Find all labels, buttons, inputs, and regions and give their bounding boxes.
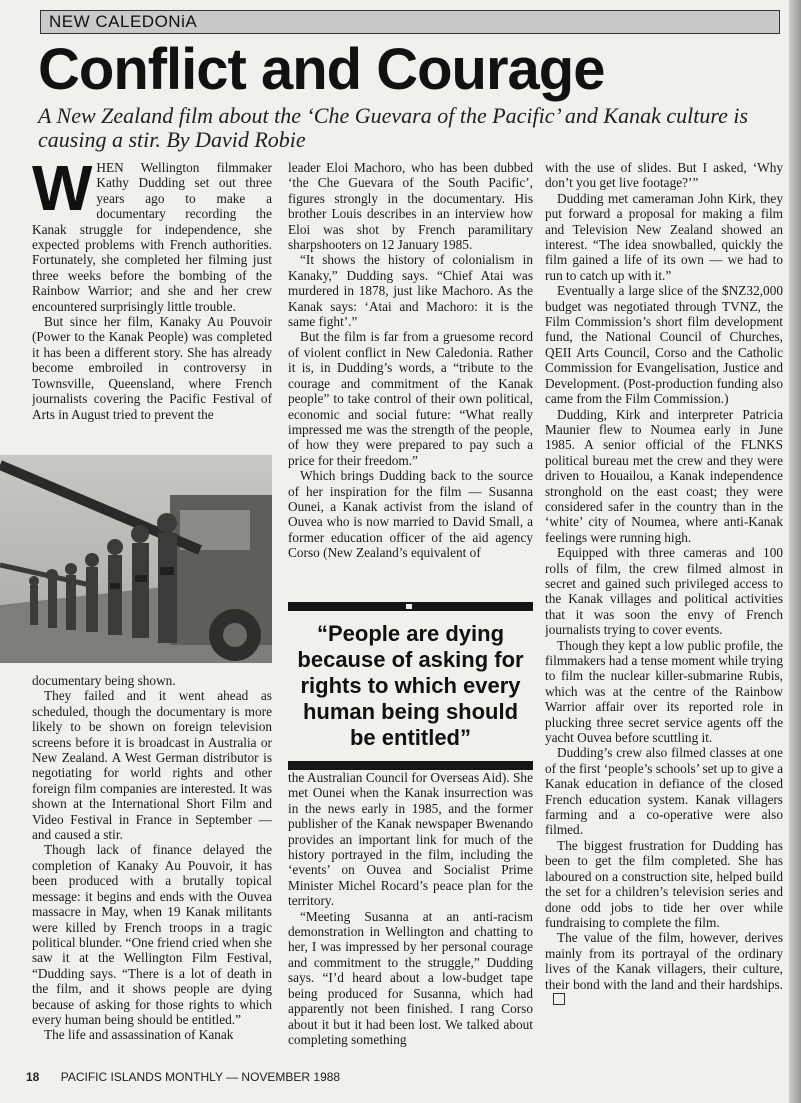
paragraph: documentary being shown. — [32, 673, 176, 688]
paragraph: The value of the film, however, derives mainly from its portrayal of the ordinary lives of the Kanak villagers, their culture, their bond with the land and their hardships. — [545, 930, 783, 1007]
paragraph: WHEN Wellington filmmaker Kathy Dudding set out three years ago to make a documentary recording the Kanak struggle for independence, she expected problems with French authorities. Fortunately, she completed her filming just three weeks before the bombing of the Rainbow Warrior; and she and her crew encountered surprisingly little trouble. — [32, 160, 272, 314]
body-column-2-continued — [288, 770, 533, 1060]
pull-quote-rule-top — [288, 602, 533, 611]
paragraph: “Meeting Susanna at an anti-racism demonstration in Wellington and chatting to her, I was impressed by her personal courage and commitment to the struggle,” Dudding says. “I’d heard about a low-budget tape being produced for Susanna, which had apparently not been finished. I rang Corso about it but it had been lost. We talked about completing something — [288, 908, 533, 1047]
section-header-bar — [40, 10, 780, 34]
paragraph: The life and assassination of Kanak — [44, 1027, 234, 1043]
body-column-1 — [32, 160, 272, 450]
pull-quote: “People are dying because of asking for rights to which every human being should be entitled” — [297, 621, 524, 750]
paragraph: the Australian Council for Overseas Aid). She met Ounei when the Kanak insurrection was in the news early in 1985, and the former publisher of the Kanak newspaper Bwenando provides an important link for much of the history portrayed in the film, including the ‘events’ on Ouvea and Socialist Prime Minister Michel Rocard’s peace plan for the territory. — [288, 770, 533, 909]
paragraph: The biggest frustration for Dudding has been to get the film completed. She has laboured on a construction site, helped build the set for a children’s television series and done odd jobs to tide her over while fundraising to complete the film. — [545, 837, 783, 930]
paragraph: Equipped with three cameras and 100 rolls of film, the crew filmed almost in secret and gained such privileged access to the Kanak villages and political activities that it was soon the envy of French journalists trying to cover events. — [545, 545, 783, 638]
paragraph: with the use of slides. But I asked, ‘Why don’t you get live footage?’” — [545, 160, 783, 191]
body-column-1-continued — [32, 673, 272, 1053]
paragraph: Dudding met cameraman John Kirk, they put forward a proposal for making a film and Television New Zealand showed an interest. “The idea snowballed, quickly the film gained a life of its own — we had to run to catch up with it.” — [545, 190, 783, 283]
section-label: NEW CALEDONiA — [49, 12, 198, 31]
paragraph: But the film is far from a gruesome record of violent conflict in New Caledonia. Rather it is, in Dudding’s words, a “tribute to the courage and commitment of the Kanak people” to take control of their own political, economic and social future: “What really impressed me was the strength of the people, of how they were prepared to pay such a price for their freedom.” — [288, 329, 533, 468]
pull-quote-rule-bottom — [288, 761, 533, 770]
body-column-2 — [288, 160, 533, 600]
paragraph: Eventually a large slice of the $NZ32,000 budget was negotiated through TVNZ, the Film Commission’s short film development fund, the National Council of Churches, QEII Arts Council, Corso and the Catholic Commission for Evangelisation, Justice and Development. (Post-production funding also came from the Film Commission.) — [545, 283, 783, 407]
paragraph: “It shows the history of colonialism in Kanaky,” Dudding says. “Chief Atai was murdered in 1878, just like Machoro. As the Kanak says: ‘Atai and Machoro: it is the same fight’.” — [288, 252, 533, 330]
page-edge — [789, 0, 801, 1103]
paragraph: Which brings Dudding back to the source of her inspiration for the film — Susanna Ounei, a Kanak activist from the island of Ouvea who is now married to David Small, a former education officer of the aid agency Corso (New Zealand’s equivalent of — [288, 468, 533, 561]
headline: Conflict and Courage — [38, 37, 605, 102]
pull-quote-box — [288, 602, 533, 770]
paragraph: leader Eloi Machoro, who has been dubbed ‘the Che Guevara of the South Pacific’, figures strongly in the documentary. His brother Louis describes in an interview how Eloi was shot by French paramilitary sharpshooters on 12 January 1985. — [288, 160, 533, 253]
photo-troops-convoy — [0, 455, 272, 663]
page-number: 18 — [26, 1070, 40, 1084]
drop-cap: W — [32, 160, 93, 224]
paragraph: Dudding, Kirk and interpreter Patricia Maunier flew to Noumea early in June 1985. A senior official of the FLNKS political bureau met the crew and they were driven to Houailou, a Kanak independence stronghold on the east coast; they were considered safer in the country than in the ‘white’ city of Noumea, where anti-Kanak feelings were running high. — [545, 406, 783, 545]
page-footer — [26, 1070, 340, 1084]
end-mark-icon — [553, 993, 565, 1005]
paragraph: Though they kept a low public profile, the filmmakers had a tense moment while trying to film the nuclear killer-submarine Rubis, which was at the centre of the Rainbow Warrior affair over its reported role in plucking three secret service agents off the yacht Ouvea before scuttling it. — [545, 637, 783, 746]
deck-standfirst: A New Zealand film about the ‘Che Guevara of the Pacific’ and Kanak culture is causing a stir. By David Robie — [38, 103, 749, 152]
paragraph: Though lack of finance delayed the completion of Kanaky Au Pouvoir, it has been produced with a brutally topical message: it begins and ends with the Ouvea massacre in May, when 19 Kanak militants were killed by French troops in a tragic political blunder. “One friend cried when she saw it at the Wellington Film Festival, “Dudding says. “There is a lot of death in the film, and it shows people are dying because of asking for those rights to which every human being should be entitled.” — [32, 842, 272, 1027]
paragraph: They failed and it went ahead as scheduled, though the documentary is more likely to be shown on foreign television screens before it is broadcast in Australia or New Zealand. A West German distributor is negotiating for world rights and other foreign film companies are interested. It was shown at the International Short Film and Video Festival in France in September — and caused a stir. — [32, 688, 272, 843]
publication-line: PACIFIC ISLANDS MONTHLY — NOVEMBER 1988 — [60, 1070, 341, 1084]
body-column-3 — [545, 160, 783, 1060]
paragraph: But since her film, Kanaky Au Pouvoir (Power to the Kanak People) was completed it has been a different story. She has already become embroiled in controversy in Townsville, Queensland, where French journalists covering the Pacific Festival of Arts in August tried to prevent the — [32, 314, 272, 422]
paragraph: Dudding’s crew also filmed classes at one of the first ‘people’s schools’ set up to give a Kanak education in defiance of the closed French education system. Kanak villagers farming and a co-operative were also filmed. — [545, 745, 783, 838]
